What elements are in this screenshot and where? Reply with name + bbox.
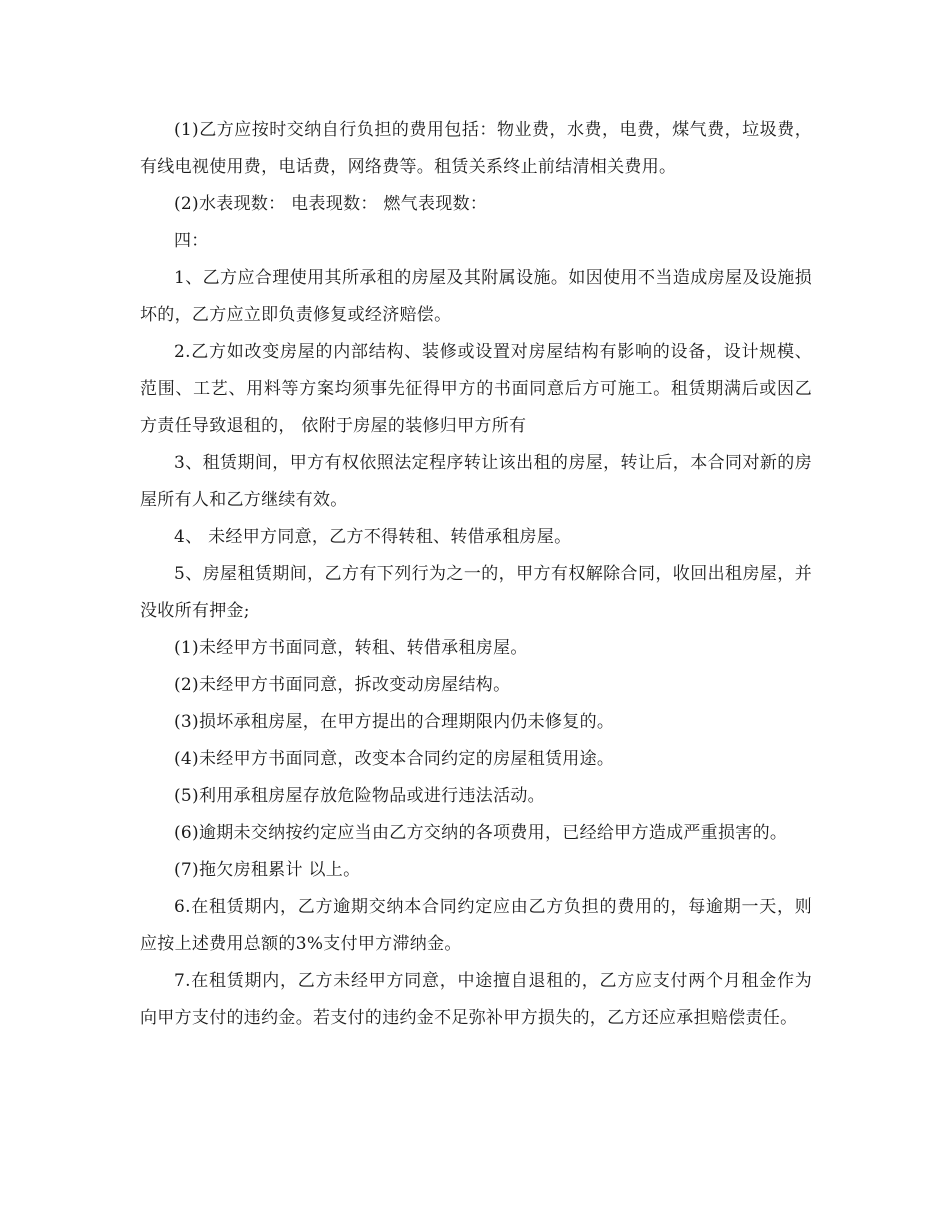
paragraph-sub-1: (1)未经甲方书面同意，转租、转借承租房屋。 (174, 638, 528, 658)
paragraph-fees: (1)乙方应按时交纳自行负担的费用包括：物业费，水费，电费，煤气费，垃圾费，有线电视使用费，电话费，网络费等。租赁关系终止前结清相关费用。 (140, 120, 812, 177)
paragraph-sub-4: (4)未经甲方书面同意，改变本合同约定的房屋租赁用途。 (174, 749, 615, 769)
paragraph-clause-7: 7.在租赁期内，乙方未经甲方同意，中途擅自退租的，乙方应支付两个月租金作为向甲方支付的违约金。若支付的违约金不足弥补甲方损失的，乙方还应承担赔偿责任。 (140, 971, 812, 1028)
paragraph-clause-1: 1、乙方应合理使用其所承租的房屋及其附属设施。如因使用不当造成房屋及设施损坏的，乙方应立即负责修复或经济赔偿。 (140, 268, 812, 325)
paragraph-meter-readings: (2)水表现数： 电表现数： 燃气表现数： (174, 194, 488, 214)
paragraph-sub-7: (7)拖欠房租累计 以上。 (174, 860, 361, 880)
paragraph-clause-6: 6.在租赁期内，乙方逾期交纳本合同约定应由乙方负担的费用的，每逾期一天，则应按上述费用总额的3%支付甲方滞纳金。 (140, 897, 812, 954)
paragraph-clause-4: 4、 未经甲方同意，乙方不得转租、转借承租房屋。 (174, 527, 572, 547)
paragraph-clause-3: 3、租赁期间，甲方有权依照法定程序转让该出租的房屋，转让后，本合同对新的房屋所有人和乙方继续有效。 (140, 453, 812, 510)
section-heading-four: 四： (174, 231, 209, 251)
paragraph-sub-3: (3)损坏承租房屋，在甲方提出的合理期限内仍未修复的。 (174, 712, 615, 732)
paragraph-sub-5: (5)利用承租房屋存放危险物品或进行违法活动。 (174, 786, 545, 806)
paragraph-sub-2: (2)未经甲方书面同意，拆改变动房屋结构。 (174, 675, 511, 695)
paragraph-clause-5: 5、房屋租赁期间，乙方有下列行为之一的，甲方有权解除合同，收回出租房屋，并没收所有押金; (140, 564, 812, 621)
paragraph-sub-6: (6)逾期未交纳按约定应当由乙方交纳的各项费用，已经给甲方造成严重损害的。 (174, 823, 788, 843)
paragraph-clause-2: 2.乙方如改变房屋的内部结构、装修或设置对房屋结构有影响的设备，设计规模、范围、工艺、用料等方案均须事先征得甲方的书面同意后方可施工。租赁期满后或因乙方责任导致退租的， 依附于房屋的装修归甲方所有 (140, 342, 812, 436)
document-body (140, 112, 812, 1037)
